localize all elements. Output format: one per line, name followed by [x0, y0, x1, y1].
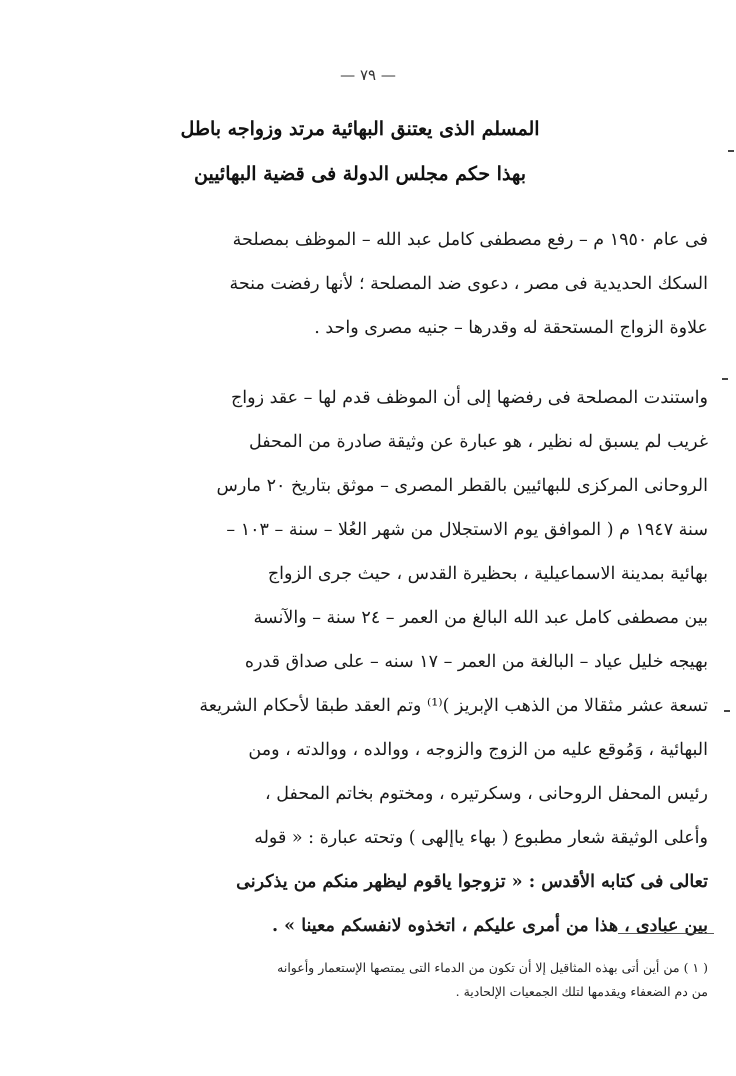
paragraph-1-line: علاوة الزواج المستحقة له وقدرها – جنيه مصرى واحد . [314, 318, 708, 338]
paragraph-1-line: السكك الحديدية فى مصر ، دعوى ضد المصلحة ؛ لأنها رفضت منحة [229, 274, 708, 294]
paragraph-2-line: بين مصطفى كامل عبد الله البالغ من العمر – ٢٤ سنة – والآنسة [253, 608, 708, 628]
page-number: — ٧٩ — [340, 66, 396, 84]
paragraph-gap [98, 350, 708, 376]
footnote-line: من دم الضعفاء ويقدمها لتلك الجمعيات الإلحادية . [455, 984, 708, 999]
paragraph-2-line: رئيس المحفل الروحانى ، وسكرتيره ، ومختوم بخاتم المحفل ، [265, 784, 708, 804]
body-text [98, 218, 708, 948]
headline-line-2: بهذا حكم مجلس الدولة فى قضية البهائيين [194, 163, 526, 185]
footnote-separator [618, 933, 714, 934]
margin-mark [724, 710, 730, 712]
paragraph-2-line: بهائية بمدينة الاسماعيلية ، بحظيرة القدس ، حيث جرى الزواج [267, 564, 708, 584]
paragraph-2-line: تسعة عشر مثقالا من الذهب الإبريز )⁽¹⁾ وتم العقد طبقا لأحكام الشريعة [199, 696, 708, 716]
margin-mark [728, 150, 734, 152]
paragraph-2-line: الروحانى المركزى للبهائيين بالقطر المصرى – موثق بتاريخ ٢٠ مارس [216, 476, 708, 496]
paragraph-2-line: تعالى فى كتابه الأقدس : « تزوجوا ياقوم ليظهر منكم من يذكرنى [236, 872, 708, 892]
paragraph-1-line: فى عام ١٩٥٠ م – رفع مصطفى كامل عبد الله – الموظف بمصلحة [232, 230, 708, 250]
paragraph-2-line: بين عبادى ، هذا من أمرى عليكم ، اتخذوه لانفسكم معينا » . [271, 916, 708, 936]
margin-mark [722, 378, 728, 380]
paragraph-2-line: واستندت المصلحة فى رفضها إلى أن الموظف قدم لها – عقد زواج [231, 388, 708, 408]
paragraph-2-line: البهائية ، وَمُوقع عليه من الزوج والزوجه ، ووالده ، ووالدته ، ومن [248, 740, 708, 760]
paragraph-2-line: بهيجه خليل عياد – البالغة من العمر – ١٧ سنه – على صداق قدره [244, 652, 708, 672]
paragraph-2-line: سنة ١٩٤٧ م ( الموافق يوم الاستجلال من شهر العُلا – سنة – ١٠٣ – [226, 520, 708, 540]
headline-line-1: المسلم الذى يعتنق البهائية مرتد وزواجه باطل [180, 118, 540, 140]
paragraph-2-line: وأعلى الوثيقة شعار مطبوع ( بهاء ياإلهى ) وتحته عبارة : « قوله [254, 828, 708, 848]
footnote-line: ( ١ ) من أين أتى بهذه المثاقيل إلا أن تكون من الدماء التى يمتصها الإستعمار وأعوانه [277, 960, 708, 975]
footnote [98, 956, 708, 1004]
paragraph-2-line: غريب لم يسبق له نظير ، هو عبارة عن وثيقة صادرة من المحفل [248, 432, 708, 452]
